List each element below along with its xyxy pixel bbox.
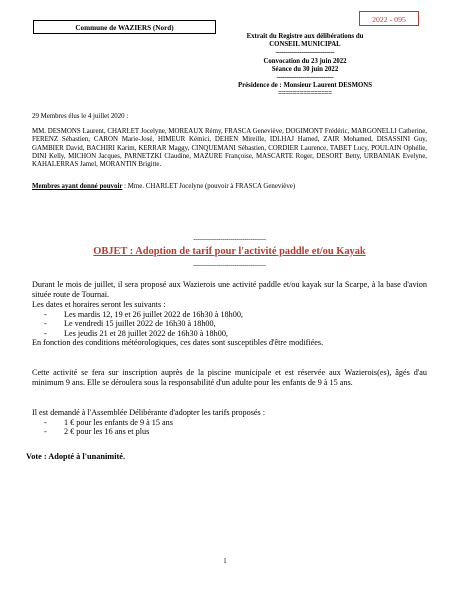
tarifs-intro: Il est demandé à l'Assemblée Délibérante d'adopter les tarifs proposés : [32,408,266,417]
date-item: - Les jeudis 21 et 28 juillet 2022 de 16h30 à 18h00, [44,328,228,338]
header-separator-1: ------------------------------ [275,49,335,57]
header-line-5: Présidence de : Monsieur Laurent DESMONS [238,82,372,90]
proxy-line [32,183,427,191]
members-intro: 29 Membres élus le 4 juillet 2020 : [32,113,129,120]
vote-result: Vote : Adopté à l'unanimité. [26,452,126,461]
commune-label: Commune de WAZIERS (Nord) [75,24,174,32]
header-line-4: Séance du 30 juin 2022 [271,65,339,73]
tarif-item: - 1 € pour les enfants de 9 à 15 ans [44,417,173,427]
commune-label-box [33,20,216,34]
date-item: - Les mardis 12, 19 et 26 juillet 2022 de 16h30 à 18h00, [44,309,243,319]
separator-bottom: ------------------------------------- [193,262,266,269]
register-header [220,33,390,99]
proxy-text: : Mme. CHARLET Jocelyne (pouvoir à FRASCA Geneviève) [122,183,296,190]
header-line-3: Convocation du 23 juin 2022 [263,57,347,65]
dates-intro: Les dates et horaires seront les suivants : [32,300,166,309]
page-number: 1 [223,558,227,565]
objet-title: OBJET : Adoption de tarif pour l'activité paddle et/ou Kayak [93,246,366,257]
dates-section [32,300,427,348]
reference-number-box [359,11,419,26]
intro-paragraph: Durant le mois de juillet, il sera proposé aux Wazierois une activité paddle et/ou kayak sur la Scarpe, à la base d'avion située route de Tournai. [32,280,427,299]
header-line-1: Extrait du Registre aux délibérations du [246,33,364,40]
reference-number: 2022 - 095 [372,15,406,24]
registration-paragraph: Cette activité se fera sur inscription auprès de la piscine municipale et est réservée aux Wazierois(es), âgés d'au minimum 9 ans. Elle se déroulera sous la responsabilité d'un adulte pour les enfants de 9 à 15 ans. [32,368,427,387]
date-item: - Le vendredi 15 juillet 2022 de 16h30 à 18h00, [44,319,216,329]
tarifs-section [32,408,427,437]
tarif-item: - 2 € pour les 16 ans et plus [44,427,150,437]
header-line-2: CONSEIL MUNICIPAL [269,41,341,49]
proxy-label: Membres ayant donné pouvoir [32,183,123,190]
weather-note: En fonction des conditions météorologiques, ces dates sont susceptibles d'être modifiées. [32,338,324,348]
members-list: MM. DESMONS Laurent, CHARLET Jocelyne, MOREAUX Rémy, FRASCA Geneviève, DOGIMONT Frédéric, MARGONELLI Catherine, FERENZ Sébastien, CARON Marie-José, HIMEUR Kémici, DEHEN Mireille, IDLHAJ Hamed, ZAIR Mohamed, DISASSINI Guy, GAMBIER David, BACHIRI Karim, KERRAR Maggy, CINQUEMANI Sébastien, CORDIER Laurence, TABET Lucy, POULAIN Ophélie, DINI Kelly, MICHON Jacques, PARNETZKI Claudine, MAZURE Françoise, MASCARTE Roger, DESORT Betty, URBANIAK Evelyne, KAHALERRAS Jamel, MORANTIN Brigitte. [32,128,427,169]
separator-top: ------------------------------------- [193,236,266,243]
header-separator-3: =============== [278,90,332,98]
header-separator-2: ----------------------------- [276,74,334,82]
